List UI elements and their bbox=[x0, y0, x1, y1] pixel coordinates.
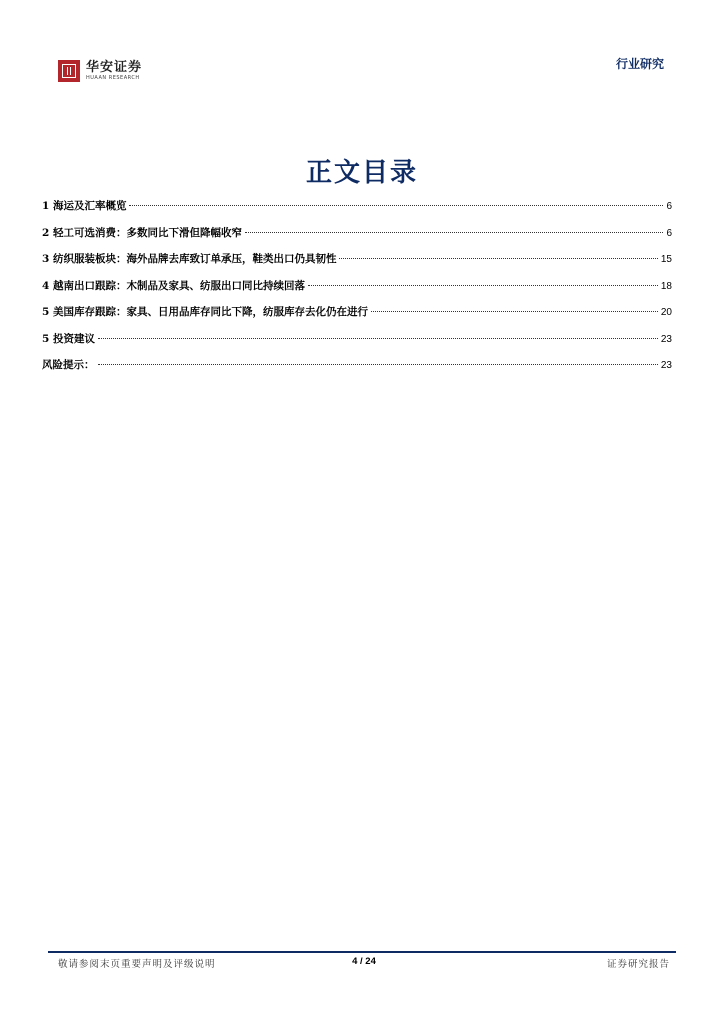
toc-entry-text: 风险提示： bbox=[42, 359, 95, 371]
toc-entry-page: 6 bbox=[666, 201, 672, 212]
toc-entry[interactable] bbox=[42, 225, 672, 252]
page-indicator: 4 / 24 bbox=[352, 956, 376, 967]
toc-leader-dots bbox=[129, 205, 663, 206]
toc-entry-text: 4 越南出口跟踪：木制品及家具、纺服出口同比持续回落 bbox=[42, 279, 305, 292]
toc-entry-text: 3 纺织服装板块：海外品牌去库致订单承压，鞋类出口仍具韧性 bbox=[42, 253, 337, 265]
toc-entry-text: 5 投资建议 bbox=[42, 332, 95, 345]
toc-entry-page: 23 bbox=[660, 333, 672, 345]
toc-leader-dots bbox=[308, 285, 658, 286]
toc-entry[interactable] bbox=[42, 198, 672, 225]
toc-entry-page: 18 bbox=[660, 280, 672, 292]
logo-text bbox=[86, 61, 142, 82]
toc-entry[interactable] bbox=[42, 251, 672, 278]
toc-entry-page: 6 bbox=[666, 227, 672, 239]
section-label: 行业研究 bbox=[615, 57, 664, 71]
toc-entry-page: 15 bbox=[660, 254, 672, 265]
toc-entry-text: 5 美国库存跟踪：家具、日用品库存同比下降，纺服库存去化仍在进行 bbox=[42, 306, 368, 318]
toc-entry[interactable] bbox=[42, 304, 672, 331]
footer-report-type: 证券研究报告 bbox=[606, 959, 670, 970]
footer-disclaimer: 敬请参阅末页重要声明及评级说明 bbox=[58, 959, 216, 970]
toc-leader-dots bbox=[98, 364, 658, 365]
toc-entry-text: 2 轻工可选消费：多数同比下滑但降幅收窄 bbox=[42, 226, 242, 239]
logo-seal-icon bbox=[58, 60, 80, 82]
toc-leader-dots bbox=[98, 338, 658, 339]
toc-entry-page: 23 bbox=[660, 360, 672, 371]
toc-entry-text: 1 海运及汇率概览 bbox=[42, 200, 127, 212]
toc-entry[interactable] bbox=[42, 357, 672, 384]
company-logo bbox=[58, 60, 142, 82]
footer-divider bbox=[48, 951, 676, 953]
table-of-contents bbox=[42, 198, 672, 384]
toc-leader-dots bbox=[339, 258, 657, 259]
logo-cn: 华安证券 bbox=[86, 59, 143, 75]
toc-leader-dots bbox=[245, 232, 663, 233]
logo-en: HUAAN RESEARCH bbox=[86, 74, 140, 81]
page-header bbox=[0, 0, 724, 100]
page-title: 正文目录 bbox=[305, 158, 418, 188]
toc-entry-page: 20 bbox=[660, 307, 672, 318]
toc-entry[interactable] bbox=[42, 278, 672, 305]
toc-leader-dots bbox=[371, 311, 658, 312]
toc-entry[interactable] bbox=[42, 331, 672, 358]
